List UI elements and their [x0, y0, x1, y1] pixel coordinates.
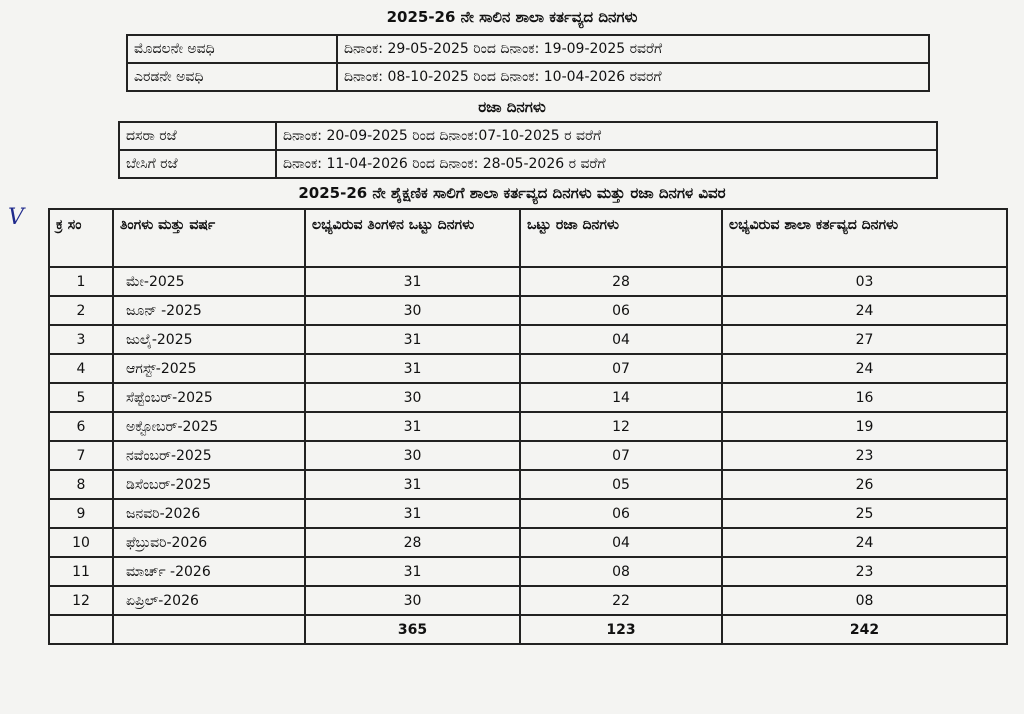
period-value: ದಿನಾಂಕ: 29-05-2025 ರಿಂದ ದಿನಾಂಕ: 19-09-2025 ರವರೆಗೆ [337, 35, 929, 63]
summary-title: 2025-26 ನೇ ಶೈಕ್ಷಣಿಕ ಸಾಲಿಗೆ ಶಾಲಾ ಕರ್ತವ್ಯದ ದಿನಗಳು ಮತ್ತು ರಜಾ ದಿನಗಳ ವಿವರ [298, 184, 726, 202]
serial-cell: 3 [49, 325, 113, 354]
holidays-cell: 05 [520, 470, 722, 499]
total-days-cell: 31 [305, 557, 520, 586]
duty-periods-table [126, 34, 930, 92]
header-row [49, 209, 1007, 267]
totals-row [49, 615, 1007, 644]
working-days-cell: 16 [722, 383, 1007, 412]
working-days-cell: 23 [722, 557, 1007, 586]
holiday-row [119, 122, 937, 150]
holidays-cell: 22 [520, 586, 722, 615]
month-cell: ಮೇ-2025 [113, 267, 305, 296]
period-row [127, 35, 929, 63]
period-label: ಮೊದಲನೇ ಅವಧಿ [127, 35, 337, 63]
period-label: ಎರಡನೇ ಅವಧಿ [127, 63, 337, 91]
holidays-cell: 06 [520, 296, 722, 325]
total-days-cell: 30 [305, 586, 520, 615]
serial-cell: 4 [49, 354, 113, 383]
total-days-cell: 31 [305, 267, 520, 296]
working-days-cell: 03 [722, 267, 1007, 296]
table-row [49, 325, 1007, 354]
month-cell: ಏಪ್ರಿಲ್-2026 [113, 586, 305, 615]
period-value: ದಿನಾಂಕ: 08-10-2025 ರಿಂದ ದಿನಾಂಕ: 10-04-2026 ರವರಗೆ [337, 63, 929, 91]
month-cell: ಜೂನ್ -2025 [113, 296, 305, 325]
month-cell: ಆಗಸ್ಟ್-2025 [113, 354, 305, 383]
holidays-cell: 06 [520, 499, 722, 528]
holiday-label: ದಸರಾ ರಜೆ [119, 122, 276, 150]
table-row [49, 557, 1007, 586]
holidays-sum: 123 [520, 615, 722, 644]
working-days-cell: 26 [722, 470, 1007, 499]
total-days-sum: 365 [305, 615, 520, 644]
table-row [49, 441, 1007, 470]
working-days-cell: 24 [722, 296, 1007, 325]
working-days-header: ಲಭ್ಯವಿರುವ ಶಾಲಾ ಕರ್ತವ್ಯದ ದಿನಗಳು [722, 209, 1007, 267]
month-cell: ಸೆಪ್ಟೆಂಬರ್-2025 [113, 383, 305, 412]
holidays-cell: 14 [520, 383, 722, 412]
holidays-header: ಒಟ್ಟು ರಜಾ ದಿನಗಳು [520, 209, 722, 267]
working-days-cell: 24 [722, 354, 1007, 383]
serial-cell: 1 [49, 267, 113, 296]
total-days-cell: 31 [305, 354, 520, 383]
serial-cell: 5 [49, 383, 113, 412]
holidays-title: ರಜಾ ದಿನಗಳು [478, 98, 546, 116]
table-row [49, 586, 1007, 615]
serial-cell: 12 [49, 586, 113, 615]
total-days-cell: 31 [305, 470, 520, 499]
holiday-label: ಬೇಸಿಗೆ ರಜೆ [119, 150, 276, 178]
working-days-cell: 19 [722, 412, 1007, 441]
working-days-cell: 08 [722, 586, 1007, 615]
serial-cell: 2 [49, 296, 113, 325]
holiday-row [119, 150, 937, 178]
holidays-cell: 07 [520, 441, 722, 470]
table-row [49, 354, 1007, 383]
holidays-cell: 04 [520, 325, 722, 354]
month-cell: ಜುಲೈ-2025 [113, 325, 305, 354]
holidays-cell: 07 [520, 354, 722, 383]
monthly-summary-table [48, 208, 1008, 645]
month-cell: ನವೆಂಬರ್-2025 [113, 441, 305, 470]
working-days-cell: 24 [722, 528, 1007, 557]
holidays-cell: 08 [520, 557, 722, 586]
total-days-cell: 30 [305, 441, 520, 470]
holidays-cell: 04 [520, 528, 722, 557]
total-days-cell: 30 [305, 296, 520, 325]
total-days-cell: 31 [305, 412, 520, 441]
month-cell: ಜನವರಿ-2026 [113, 499, 305, 528]
total-days-cell: 28 [305, 528, 520, 557]
total-days-header: ಲಭ್ಯವಿರುವ ತಿಂಗಳಿನ ಒಟ್ಟು ದಿನಗಳು [305, 209, 520, 267]
totals-serial-cell [49, 615, 113, 644]
month-header: ತಿಂಗಳು ಮತ್ತು ವರ್ಷ [113, 209, 305, 267]
serial-cell: 7 [49, 441, 113, 470]
table-row [49, 296, 1007, 325]
working-days-sum: 242 [722, 615, 1007, 644]
holidays-cell: 28 [520, 267, 722, 296]
working-days-cell: 25 [722, 499, 1007, 528]
period-row [127, 63, 929, 91]
holidays-cell: 12 [520, 412, 722, 441]
table-row [49, 528, 1007, 557]
duty-days-title: 2025-26 ನೇ ಸಾಲಿನ ಶಾಲಾ ಕರ್ತವ್ಯದ ದಿನಗಳು [386, 8, 638, 26]
serial-cell: 8 [49, 470, 113, 499]
serial-header: ಕ್ರ ಸಂ [49, 209, 113, 267]
working-days-cell: 23 [722, 441, 1007, 470]
month-cell: ಫೆಬ್ರುವರಿ-2026 [113, 528, 305, 557]
month-cell: ಮಾರ್ಚ್ -2026 [113, 557, 305, 586]
table-row [49, 267, 1007, 296]
working-days-cell: 27 [722, 325, 1007, 354]
table-row [49, 383, 1007, 412]
totals-month-cell [113, 615, 305, 644]
serial-cell: 6 [49, 412, 113, 441]
holidays-table [118, 121, 938, 179]
serial-cell: 10 [49, 528, 113, 557]
serial-cell: 11 [49, 557, 113, 586]
table-row [49, 412, 1007, 441]
serial-cell: 9 [49, 499, 113, 528]
holiday-value: ದಿನಾಂಕ: 20-09-2025 ರಿಂದ ದಿನಾಂಕ:07-10-2025 ರ ವರೆಗೆ [276, 122, 937, 150]
total-days-cell: 31 [305, 325, 520, 354]
month-cell: ಅಕ್ಟೋಬರ್-2025 [113, 412, 305, 441]
table-row [49, 499, 1007, 528]
total-days-cell: 30 [305, 383, 520, 412]
table-row [49, 470, 1007, 499]
month-cell: ಡಿಸೆಂಬರ್-2025 [113, 470, 305, 499]
total-days-cell: 31 [305, 499, 520, 528]
handwritten-tick-mark: V [8, 205, 24, 230]
holiday-value: ದಿನಾಂಕ: 11-04-2026 ರಿಂದ ದಿನಾಂಕ: 28-05-2026 ರ ವರೆಗೆ [276, 150, 937, 178]
